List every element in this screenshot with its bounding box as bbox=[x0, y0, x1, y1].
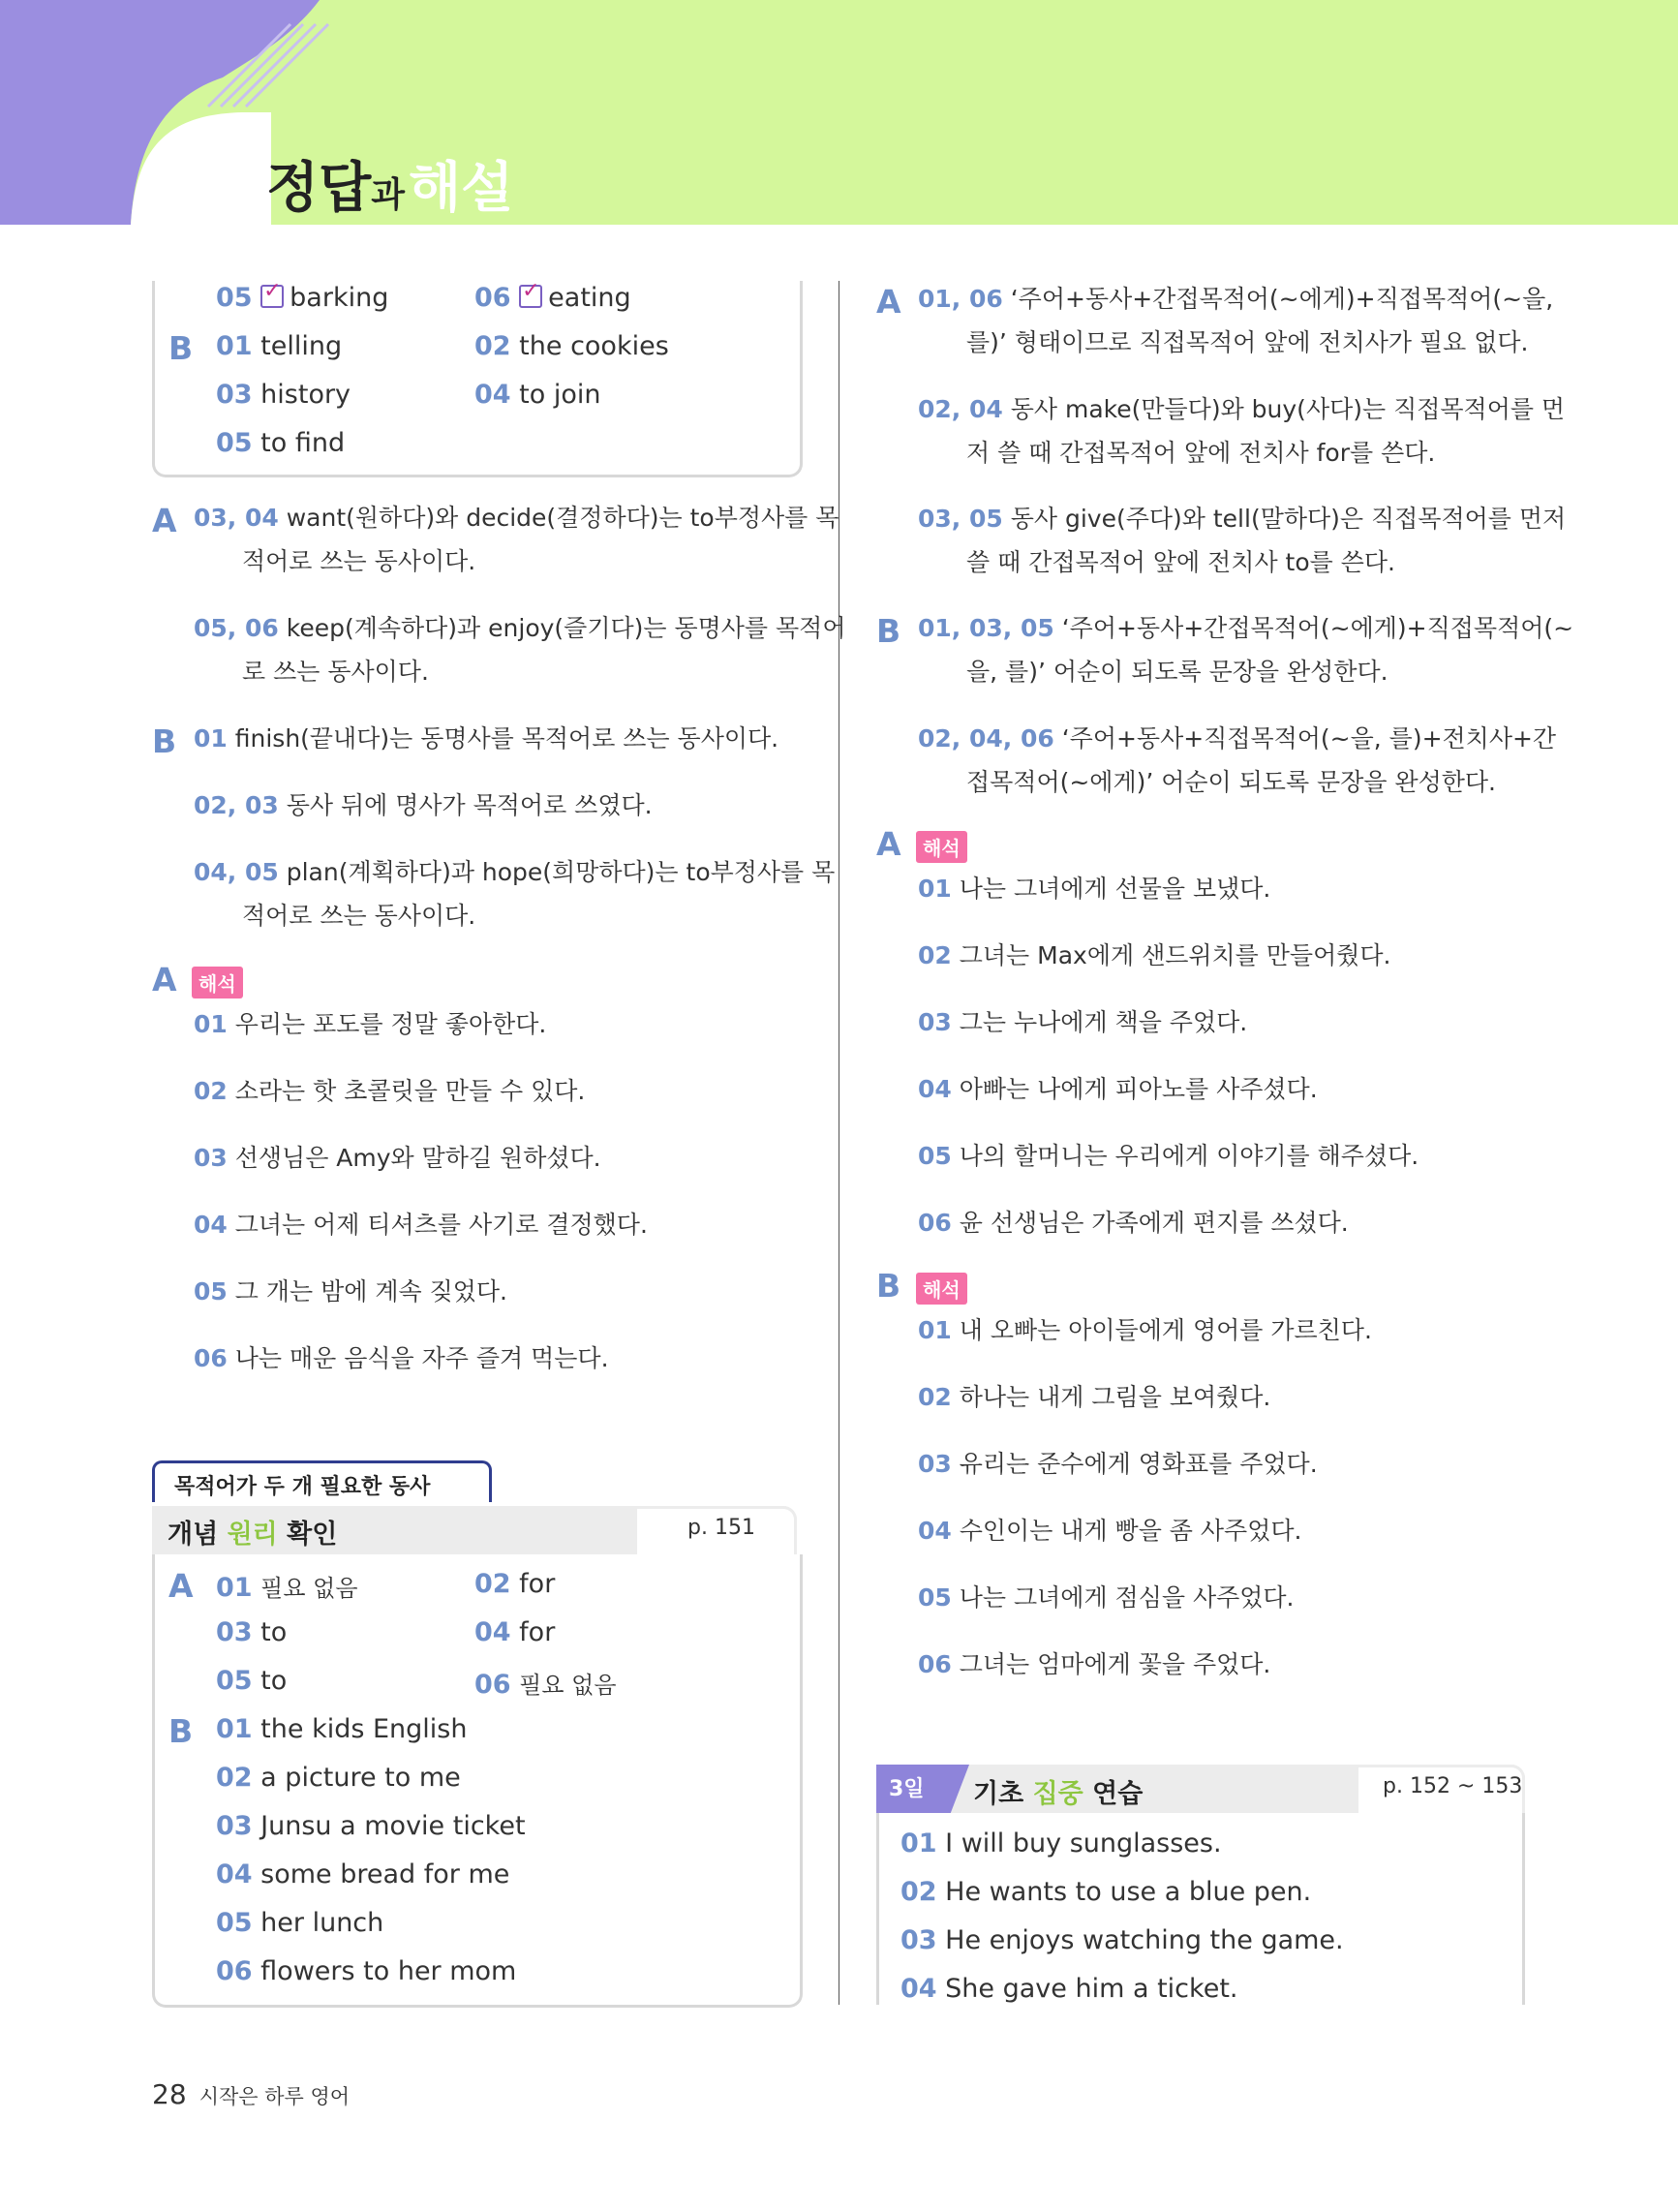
translation-text: 선생님은 Amy와 말하길 원하셨다. bbox=[234, 1144, 601, 1172]
practice-page: p. 152 ~ 153 bbox=[1383, 1774, 1523, 1798]
explanation-numbers: 01, 03, 05 bbox=[918, 614, 1054, 642]
answer-value: telling bbox=[260, 331, 343, 361]
answer-value: history bbox=[260, 380, 351, 410]
explanation-text: 동사 뒤에 명사가 목적어로 쓰였다. bbox=[286, 791, 653, 819]
title-and: 과 bbox=[371, 175, 405, 215]
header-title bbox=[266, 145, 513, 223]
explanation-text: 접목적어(~에게)’ 어순이 되도록 문장을 완성한다. bbox=[966, 768, 1496, 796]
explanation-text: ‘주어+동사+직접목적어(~을, 를)+전치사+간 bbox=[1061, 724, 1557, 753]
explanation-text: keep(계속하다)과 enjoy(즐기다)는 동명사를 목적어 bbox=[286, 614, 846, 642]
practice-text: He wants to use a blue pen. bbox=[945, 1877, 1312, 1907]
answer-value: some bread for me bbox=[260, 1859, 510, 1889]
translation-number: 06 bbox=[194, 1344, 228, 1372]
explanation-numbers: 01, 06 bbox=[918, 285, 1003, 313]
practice-title-b: 집중 bbox=[1032, 1779, 1083, 1809]
translation-number: 02 bbox=[918, 1383, 952, 1411]
translation-text: 우리는 포도를 정말 좋아한다. bbox=[234, 1010, 547, 1038]
explanation-text: 쓸 때 간접목적어 앞에 전치사 to를 쓴다. bbox=[966, 548, 1395, 576]
explanation-text: 를)’ 형태이므로 직접목적어 앞에 전치사가 필요 없다. bbox=[966, 328, 1529, 356]
answer-value: a picture to me bbox=[260, 1763, 461, 1793]
translation-number: 01 bbox=[194, 1010, 228, 1038]
translation-text: 하나는 내게 그림을 보여줬다. bbox=[959, 1383, 1271, 1411]
concept-title-a: 개념 bbox=[168, 1520, 219, 1550]
explanation-numbers: 05, 06 bbox=[194, 614, 279, 642]
answer-number: 04 bbox=[474, 380, 511, 410]
footer bbox=[152, 2078, 350, 2110]
answer-value: the cookies bbox=[519, 331, 669, 361]
section-label: A bbox=[152, 502, 177, 539]
section-label: B bbox=[168, 329, 194, 367]
answer-number: 02 bbox=[216, 1763, 253, 1793]
answer-number: 05 bbox=[216, 428, 253, 458]
header-banner bbox=[0, 0, 1678, 225]
answer-number: 03 bbox=[216, 380, 253, 410]
answer-number: 01 bbox=[216, 1714, 253, 1744]
translation-text: 나는 그녀에게 선물을 보냈다. bbox=[959, 875, 1271, 903]
translation-tag: 해석 bbox=[916, 831, 967, 863]
explanation-text: 적어로 쓰는 동사이다. bbox=[242, 902, 476, 930]
translation-number: 04 bbox=[918, 1517, 952, 1545]
section-label: A bbox=[876, 825, 901, 863]
translation-number: 06 bbox=[918, 1209, 952, 1237]
translation-number: 02 bbox=[918, 941, 952, 969]
translation-number: 03 bbox=[918, 1008, 952, 1036]
translation-text: 그녀는 Max에게 샌드위치를 만들어줬다. bbox=[959, 941, 1391, 969]
translation-text: 그 개는 밤에 계속 짖었다. bbox=[234, 1277, 507, 1306]
answer-number: 03 bbox=[216, 1811, 253, 1841]
answer-value: her lunch bbox=[260, 1908, 384, 1938]
translation-text: 그녀는 엄마에게 꽃을 주었다. bbox=[959, 1650, 1271, 1678]
explanation-text: 저 쓸 때 간접목적어 앞에 전치사 for를 쓴다. bbox=[966, 439, 1436, 467]
answer-value: for bbox=[519, 1569, 556, 1599]
practice-number: 02 bbox=[900, 1877, 937, 1907]
answer-number: 02 bbox=[474, 331, 511, 361]
translation-number: 01 bbox=[918, 875, 952, 903]
section-label: B bbox=[876, 612, 901, 650]
answer-value: for bbox=[519, 1617, 556, 1647]
translation-text: 그는 누나에게 책을 주었다. bbox=[959, 1008, 1248, 1036]
answer-value: to find bbox=[260, 428, 346, 458]
translation-tag: 해석 bbox=[916, 1273, 967, 1305]
practice-text: He enjoys watching the game. bbox=[945, 1925, 1344, 1955]
practice-text: I will buy sunglasses. bbox=[945, 1828, 1222, 1859]
translation-number: 05 bbox=[918, 1583, 952, 1612]
answer-number: 04 bbox=[474, 1617, 511, 1647]
check-box-icon bbox=[260, 285, 284, 308]
explanation-text: 적어로 쓰는 동사이다. bbox=[242, 547, 476, 575]
section-label: A bbox=[152, 961, 177, 998]
translation-number: 05 bbox=[918, 1142, 952, 1170]
answer-number: 05 bbox=[216, 1666, 253, 1696]
answer-value: to join bbox=[519, 380, 601, 410]
answer-number: 03 bbox=[216, 1617, 253, 1647]
practice-number: 03 bbox=[900, 1925, 937, 1955]
explanation-numbers: 02, 04 bbox=[918, 395, 1003, 423]
answer-value: to bbox=[260, 1617, 288, 1647]
explanation-text: want(원하다)와 decide(결정하다)는 to부정사를 목 bbox=[286, 504, 839, 532]
explanation-numbers: 01 bbox=[194, 724, 228, 753]
book-title: 시작은 하루 영어 bbox=[198, 2085, 351, 2108]
translation-tag: 해석 bbox=[192, 967, 243, 998]
section-label: B bbox=[168, 1712, 194, 1750]
translation-text: 수인이는 내게 빵을 좀 사주었다. bbox=[959, 1517, 1302, 1545]
answer-value: flowers to her mom bbox=[260, 1956, 517, 1986]
concept-title-c: 확인 bbox=[287, 1520, 338, 1550]
practice-text: She gave him a ticket. bbox=[945, 1974, 1238, 2004]
explanation-numbers: 03, 05 bbox=[918, 505, 1003, 533]
answer-number: 06 bbox=[216, 1956, 253, 1986]
practice-day: 3일 bbox=[889, 1777, 925, 1801]
practice-number: 01 bbox=[900, 1828, 937, 1859]
section-label: A bbox=[876, 283, 901, 321]
translation-number: 06 bbox=[918, 1650, 952, 1678]
translation-text: 그녀는 어제 티셔츠를 사기로 결정했다. bbox=[234, 1211, 648, 1239]
answer-value: 필요 없음 bbox=[260, 1575, 358, 1602]
answer-value: eating bbox=[548, 283, 631, 313]
explanation-text: ‘주어+동사+간접목적어(~에게)+직접목적어(~ bbox=[1061, 614, 1574, 642]
translation-number: 04 bbox=[194, 1211, 228, 1239]
check-box-icon bbox=[519, 285, 542, 308]
answer-number: 01 bbox=[216, 331, 253, 361]
concept-title-b: 원리 bbox=[227, 1520, 278, 1550]
explanation-text: plan(계획하다)과 hope(희망하다)는 to부정사를 목 bbox=[286, 858, 836, 886]
page-number: 28 bbox=[152, 2078, 187, 2110]
translation-text: 나는 매운 음식을 자주 즐겨 먹는다. bbox=[234, 1344, 609, 1372]
concept-page: p. 151 bbox=[687, 1516, 755, 1540]
explanation-text: 동사 make(만들다)와 buy(사다)는 직접목적어를 먼 bbox=[1010, 395, 1566, 423]
translation-text: 윤 선생님은 가족에게 편지를 쓰셨다. bbox=[959, 1209, 1349, 1237]
answer-value: the kids English bbox=[260, 1714, 468, 1744]
answer-value: barking bbox=[290, 283, 389, 313]
answer-value: Junsu a movie ticket bbox=[260, 1811, 526, 1841]
answer-number: 02 bbox=[474, 1569, 511, 1599]
explanation-text: 동사 give(주다)와 tell(말하다)은 직접목적어를 먼저 bbox=[1010, 505, 1567, 533]
answer-number: 05 bbox=[216, 283, 253, 313]
answer-number: 05 bbox=[216, 1908, 253, 1938]
translation-number: 05 bbox=[194, 1277, 228, 1306]
translation-text: 유리는 준수에게 영화표를 주었다. bbox=[959, 1450, 1318, 1478]
answer-number: 06 bbox=[474, 1670, 511, 1700]
explanation-numbers: 03, 04 bbox=[194, 504, 279, 532]
explanation-text: 을, 를)’ 어순이 되도록 문장을 완성한다. bbox=[966, 658, 1388, 686]
translation-number: 02 bbox=[194, 1077, 228, 1105]
practice-number: 04 bbox=[900, 1974, 937, 2004]
translation-number: 04 bbox=[918, 1075, 952, 1103]
answer-value: 필요 없음 bbox=[519, 1672, 617, 1699]
practice-title-c: 연습 bbox=[1092, 1779, 1144, 1809]
explanation-numbers: 02, 03 bbox=[194, 791, 279, 819]
translation-text: 내 오빠는 아이들에게 영어를 가르친다. bbox=[959, 1316, 1372, 1344]
answer-number: 01 bbox=[216, 1573, 253, 1603]
explanation-text: finish(끝내다)는 동명사를 목적어로 쓰는 동사이다. bbox=[234, 724, 779, 753]
title-answer: 정답 bbox=[266, 157, 372, 220]
answer-value: to bbox=[260, 1666, 288, 1696]
concept-tab-label: 목적어가 두 개 필요한 동사 bbox=[174, 1475, 431, 1499]
explanation-numbers: 04, 05 bbox=[194, 858, 279, 886]
translation-text: 아빠는 나에게 피아노를 사주셨다. bbox=[959, 1075, 1318, 1103]
section-label: A bbox=[168, 1567, 194, 1605]
title-explanation: 해설 bbox=[408, 157, 514, 220]
explanation-numbers: 02, 04, 06 bbox=[918, 724, 1054, 753]
translation-number: 03 bbox=[194, 1144, 228, 1172]
explanation-text: 로 쓰는 동사이다. bbox=[242, 658, 429, 686]
translation-number: 01 bbox=[918, 1316, 952, 1344]
practice-title-a: 기초 bbox=[973, 1779, 1024, 1809]
translation-number: 03 bbox=[918, 1450, 952, 1478]
answer-number: 06 bbox=[474, 283, 511, 313]
answer-number: 04 bbox=[216, 1859, 253, 1889]
section-label: B bbox=[152, 722, 177, 760]
translation-text: 나는 그녀에게 점심을 사주었다. bbox=[959, 1583, 1295, 1612]
translation-text: 나의 할머니는 우리에게 이야기를 해주셨다. bbox=[959, 1142, 1419, 1170]
section-label: B bbox=[876, 1267, 901, 1305]
translation-text: 소라는 핫 초콜릿을 만들 수 있다. bbox=[234, 1077, 586, 1105]
explanation-text: ‘주어+동사+간접목적어(~에게)+직접목적어(~을, bbox=[1010, 285, 1554, 313]
